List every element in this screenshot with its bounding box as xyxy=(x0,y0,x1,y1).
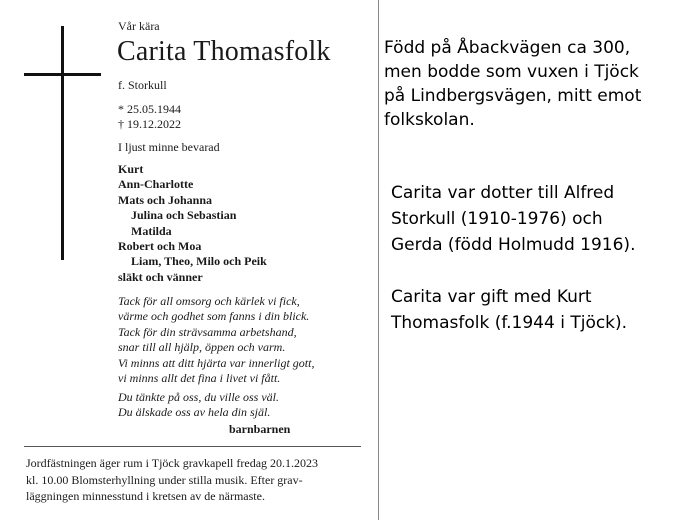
family-member: Kurt xyxy=(118,162,144,176)
cross-icon xyxy=(61,26,64,260)
poem-line: snar till all hjälp, öppen och varm. xyxy=(118,340,286,355)
poem-line: Tack för din strävsamma arbetshand, xyxy=(118,324,297,339)
column-divider xyxy=(378,0,379,520)
birth-date: * 25.05.1944 xyxy=(118,102,181,116)
family-member: Matilda xyxy=(131,223,172,238)
poem-line: Tack för all omsorg och kärlek vi fick, xyxy=(118,294,300,308)
family-list xyxy=(118,162,267,285)
life-dates xyxy=(118,102,181,132)
poem-verse-2 xyxy=(118,390,279,421)
notice-intro: Vår kära xyxy=(118,19,160,33)
note-parents xyxy=(391,180,635,258)
note-line: Thomasfolk (f.1944 i Tjöck). xyxy=(391,313,628,333)
note-spouse xyxy=(391,284,627,336)
poem-line: Du tänkte på oss, du ville oss väl. xyxy=(118,390,279,404)
family-member: Ann-Charlotte xyxy=(118,177,194,192)
family-member: Mats och Johanna xyxy=(118,192,213,207)
funeral-info xyxy=(26,455,362,505)
poem-line: vi minns allt det fina i livet vi fått. xyxy=(118,371,281,386)
note-line: Född på Åbackvägen ca 300, xyxy=(384,38,631,58)
note-birthplace xyxy=(384,36,641,132)
poem-verse-1 xyxy=(118,294,314,386)
memory-line: I ljust minne bevarad xyxy=(118,140,220,154)
death-date: † 19.12.2022 xyxy=(118,117,181,131)
maiden-name: f. Storkull xyxy=(118,78,167,92)
family-member: Julina och Sebastian xyxy=(131,208,237,223)
note-line: Gerda (född Holmudd 1916). xyxy=(391,235,636,255)
note-line: Carita var dotter till Alfred xyxy=(391,183,615,203)
funeral-line: Jordfästningen äger rum i Tjöck gravkapell fredag 20.1.2023 xyxy=(26,456,319,470)
poem-line: värme och godhet som fanns i din blick. xyxy=(118,309,310,324)
note-line: Carita var gift med Kurt xyxy=(391,287,592,307)
poem-line: Du älskade oss av hela din själ. xyxy=(118,405,271,420)
family-member: Liam, Theo, Milo och Peik xyxy=(131,254,267,269)
note-line: Storkull (1910-1976) och xyxy=(391,209,603,229)
deceased-name: Carita Thomasfolk xyxy=(117,36,331,67)
family-member: släkt och vänner xyxy=(118,269,203,284)
note-line: men bodde som vuxen i Tjöck xyxy=(384,62,639,82)
funeral-line: kl. 10.00 Blomsterhyllning under stilla musik. Efter grav- xyxy=(26,472,303,487)
family-member: Robert och Moa xyxy=(118,239,202,254)
divider-rule xyxy=(24,446,361,447)
note-line: på Lindbergsvägen, mitt emot xyxy=(384,86,642,106)
poem-signature: barnbarnen xyxy=(229,422,291,436)
poem-line: Vi minns att ditt hjärta var innerligt gott, xyxy=(118,355,315,370)
funeral-line: läggningen minnesstund i kretsen av de närmaste. xyxy=(26,489,265,503)
note-line: folkskolan. xyxy=(384,110,475,130)
cross-icon-bar xyxy=(24,73,101,76)
